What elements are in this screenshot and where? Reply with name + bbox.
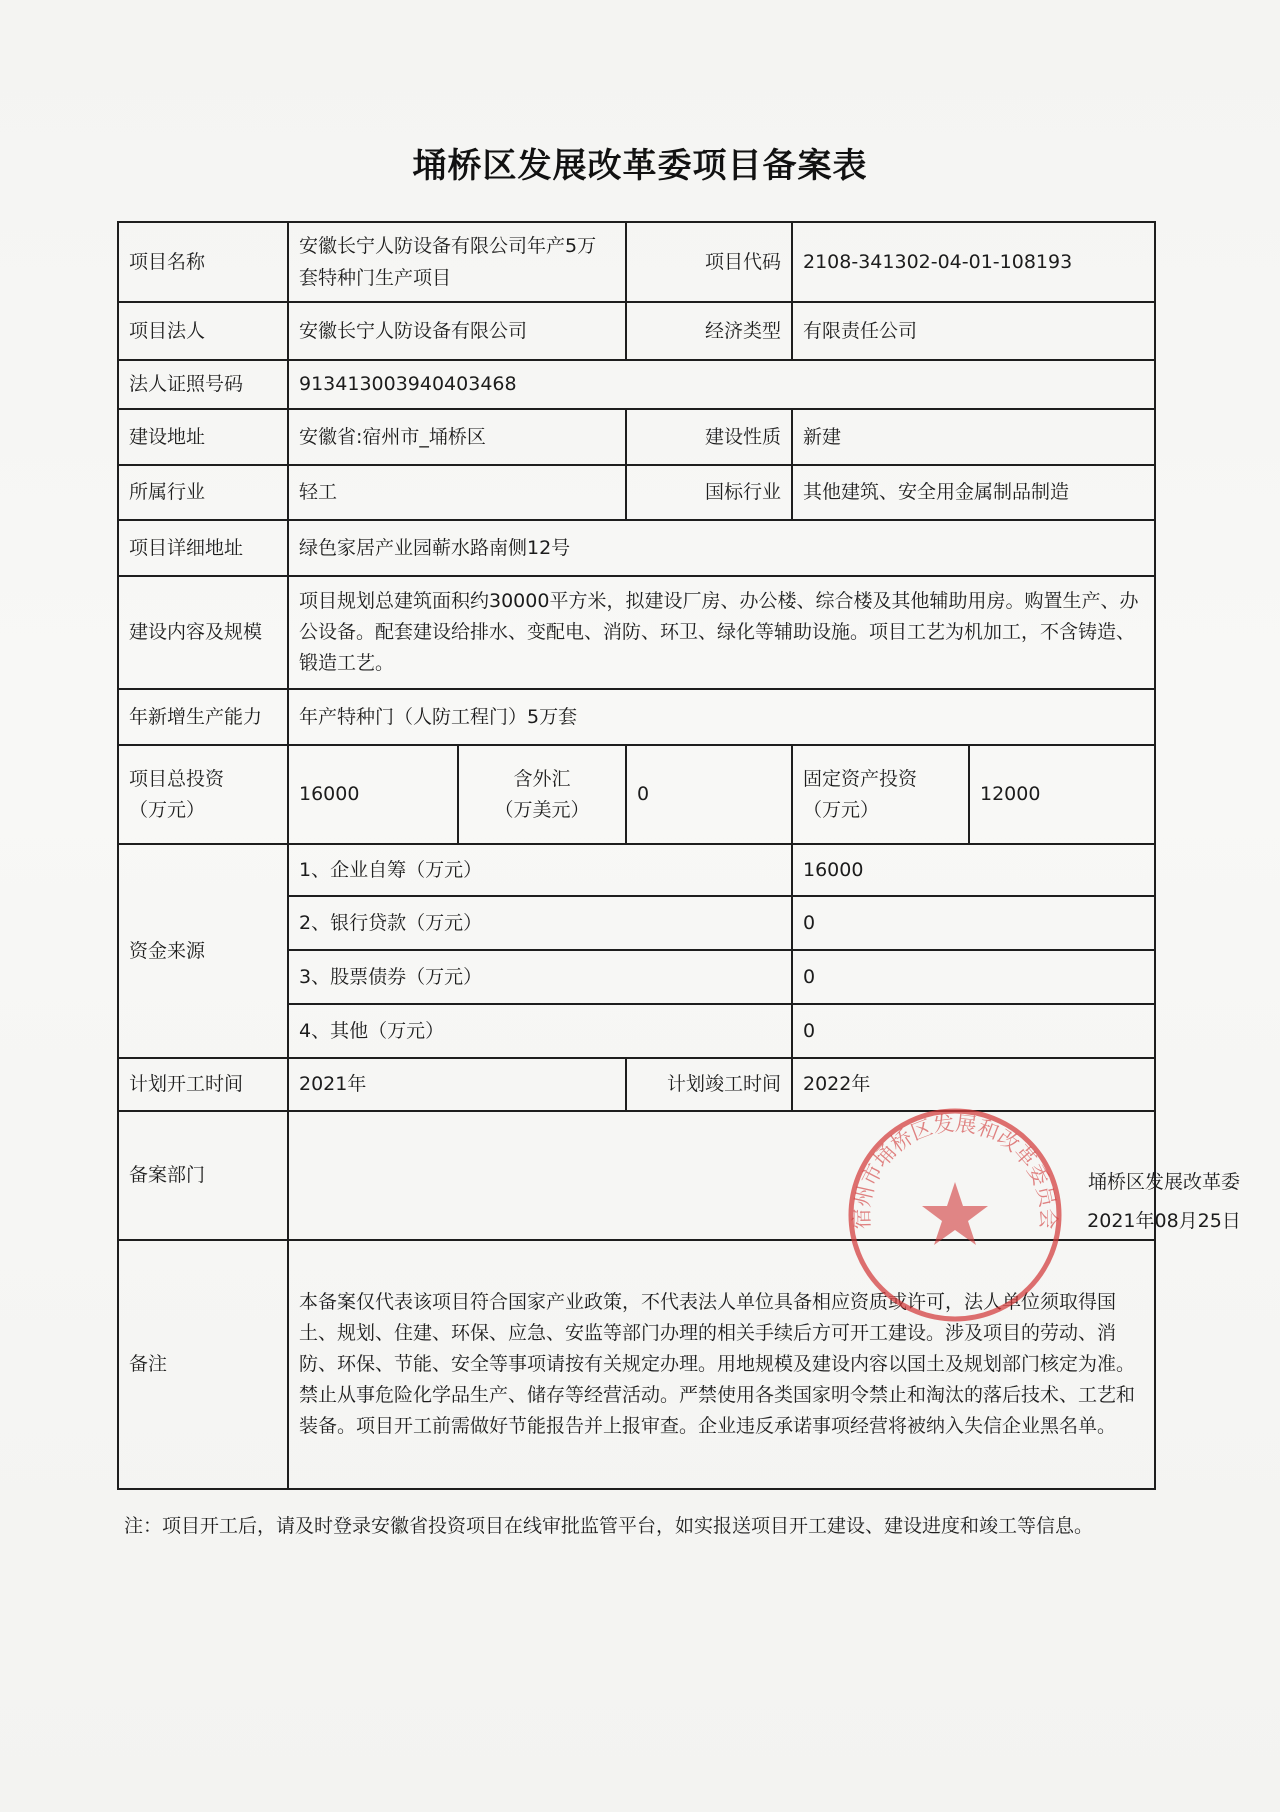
nature-label: 建设性质: [626, 409, 792, 465]
funding-item-value: 0: [792, 950, 1155, 1004]
funding-item-label: 1、企业自筹（万元）: [288, 844, 792, 896]
row-project-name: [118, 222, 1155, 302]
total-investment-label-line2: （万元）: [129, 798, 206, 821]
address-label: 建设地址: [118, 409, 288, 465]
national-industry-value: 其他建筑、安全用金属制品制造: [792, 465, 1155, 520]
row-legal-entity: [118, 302, 1155, 360]
foreign-exchange-label: [458, 745, 626, 844]
nature-value: 新建: [792, 409, 1155, 465]
project-code-label: 项目代码: [626, 222, 792, 302]
row-content: [118, 576, 1155, 689]
row-filing-dept: [118, 1111, 1155, 1240]
row-license: [118, 360, 1155, 409]
filing-dept-date: 2021年08月25日: [1087, 1210, 1241, 1232]
row-schedule: [118, 1058, 1155, 1111]
funding-item-value: 0: [792, 1004, 1155, 1058]
capacity-value: 年产特种门（人防工程门）5万套: [288, 689, 1155, 745]
row-detail-address: [118, 520, 1155, 576]
economic-type-value: 有限责任公司: [792, 302, 1155, 360]
project-name-label: 项目名称: [118, 222, 288, 302]
industry-value: 轻工: [288, 465, 626, 520]
remarks-value: 本备案仅代表该项目符合国家产业政策，不代表法人单位具备相应资质或许可，法人单位须取得国土、规划、住建、环保、应急、安监等部门办理的相关手续后方可开工建设。涉及项目的劳动、消防、环保、节能、安全等事项请按有关规定办理。用地规模及建设内容以国土及规划部门核定为准。禁止从事危险化学品生产、储存等经营活动。严禁使用各类国家明令禁止和淘汰的落后技术、工艺和装备。项目开工前需做好节能报告并上报审查。企业违反承诺事项经营将被纳入失信企业黑名单。: [288, 1240, 1155, 1489]
capacity-label: 年新增生产能力: [118, 689, 288, 745]
funding-item-label: 2、银行贷款（万元）: [288, 896, 792, 950]
filing-dept-cell: [288, 1111, 1241, 1240]
total-investment-label-line1: 项目总投资: [129, 767, 225, 790]
project-code-value: 2108-341302-04-01-108193: [792, 222, 1155, 302]
content-label: 建设内容及规模: [118, 576, 288, 689]
footnote: 注：项目开工后，请及时登录安徽省投资项目在线审批监管平台，如实报送项目开工建设、建设进度和竣工等信息。: [124, 1515, 1094, 1537]
address-value: 安徽省:宿州市_埇桥区: [288, 409, 626, 465]
funding-row-1: [118, 844, 1155, 896]
seal-text: 宿州市埇桥区发展和改革委员会: [849, 1111, 1061, 1230]
funding-item-label: 3、股票债券（万元）: [288, 950, 792, 1004]
total-investment-label: [118, 745, 288, 844]
fixed-asset-value: 12000: [969, 745, 1155, 844]
funding-label: 资金来源: [118, 844, 288, 1058]
document-title: 埇桥区发展改革委项目备案表: [412, 146, 868, 186]
economic-type-label: 经济类型: [626, 302, 792, 360]
foreign-exchange-label-line2: （万美元）: [494, 798, 590, 821]
total-investment-value: 16000: [288, 745, 458, 844]
filing-dept-org: 埇桥区发展改革委: [1087, 1171, 1240, 1193]
filing-dept-signature: [1029, 1112, 1280, 1237]
detail-address-value: 绿色家居产业园蕲水路南侧12号: [288, 520, 1155, 576]
fixed-asset-label-line1: 固定资产投资: [803, 767, 918, 790]
end-time-value: 2022年: [792, 1058, 1155, 1111]
foreign-exchange-label-line1: 含外汇: [513, 767, 571, 790]
filing-form-table: [117, 221, 1241, 1490]
detail-address-label: 项目详细地址: [118, 520, 288, 576]
license-label: 法人证照号码: [118, 360, 288, 409]
content-value: 项目规划总建筑面积约30000平方米，拟建设厂房、办公楼、综合楼及其他辅助用房。购置生产、办公设备。配套建设给排水、变配电、消防、环卫、绿化等辅助设施。项目工艺为机加工，不含铸造、锻造工艺。: [288, 576, 1155, 689]
start-time-value: 2021年: [288, 1058, 626, 1111]
fixed-asset-label-line2: （万元）: [803, 798, 880, 821]
fixed-asset-label: [792, 745, 969, 844]
license-value: 913413003940403468: [288, 360, 1155, 409]
funding-item-label: 4、其他（万元）: [288, 1004, 792, 1058]
national-industry-label: 国标行业: [626, 465, 792, 520]
project-name-value: 安徽长宁人防设备有限公司年产5万套特种门生产项目: [288, 222, 626, 302]
funding-item-value: 0: [792, 896, 1155, 950]
industry-label: 所属行业: [118, 465, 288, 520]
end-time-label: 计划竣工时间: [626, 1058, 792, 1111]
row-remarks: [118, 1240, 1155, 1489]
funding-item-value: 16000: [792, 844, 1155, 896]
legal-entity-value: 安徽长宁人防设备有限公司: [288, 302, 626, 360]
row-industry: [118, 465, 1155, 520]
filing-dept-label: 备案部门: [118, 1111, 288, 1240]
legal-entity-label: 项目法人: [118, 302, 288, 360]
start-time-label: 计划开工时间: [118, 1058, 288, 1111]
row-investment: [118, 745, 1155, 844]
foreign-exchange-value: 0: [626, 745, 792, 844]
row-address: [118, 409, 1155, 465]
remarks-label: 备注: [118, 1240, 288, 1489]
row-capacity: [118, 689, 1155, 745]
